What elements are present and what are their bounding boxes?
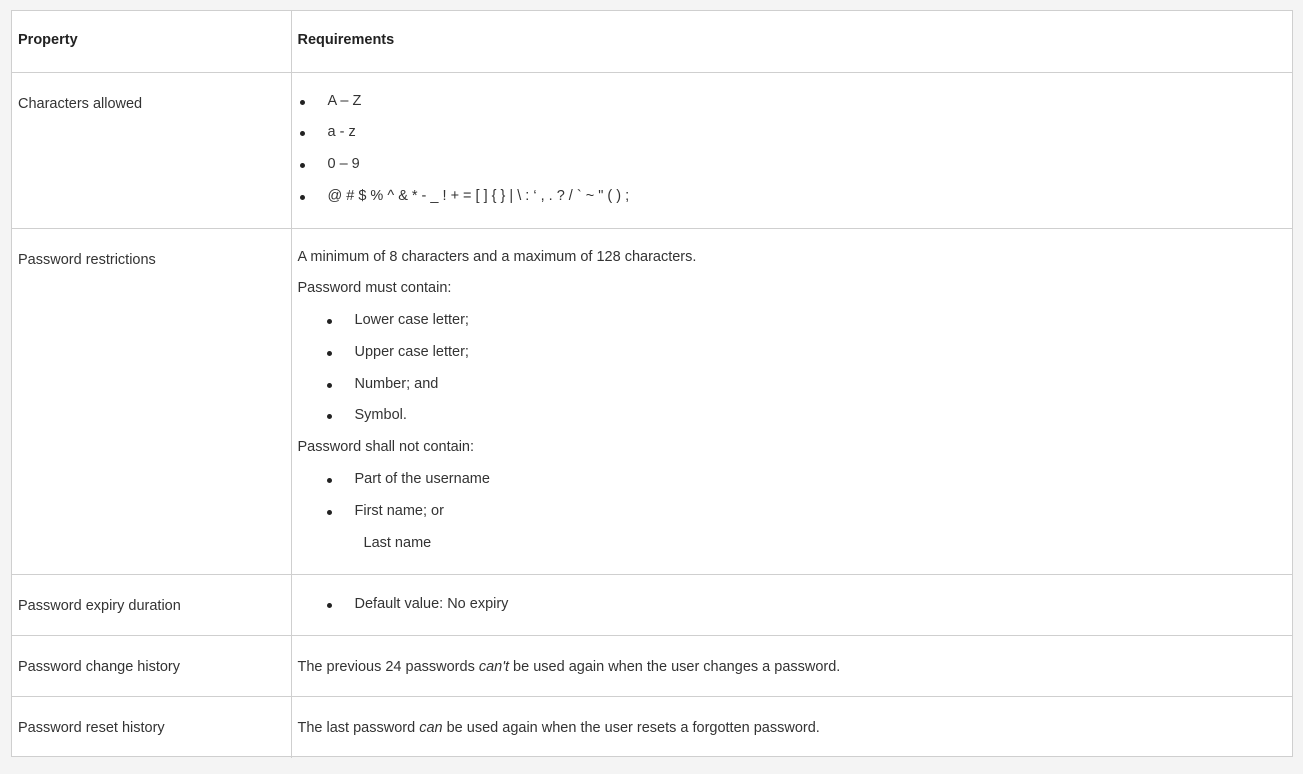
change-history-text bbox=[291, 635, 1292, 696]
password-policy-table bbox=[11, 10, 1293, 757]
list-item: 0 – 9 bbox=[298, 149, 1287, 181]
list-item: Upper case letter; bbox=[298, 337, 1287, 369]
table-row bbox=[12, 72, 1292, 228]
row-label-expiry: Password expiry duration bbox=[12, 574, 291, 635]
list-item-continuation: Last name bbox=[363, 534, 432, 551]
table-row bbox=[12, 635, 1292, 696]
table-row bbox=[12, 228, 1292, 574]
list-item: Default value: No expiry bbox=[298, 589, 1287, 621]
characters-requirements bbox=[291, 72, 1292, 228]
expiry-requirements bbox=[291, 574, 1292, 635]
header-property: Property bbox=[12, 11, 291, 72]
table-header-row bbox=[12, 11, 1292, 72]
list-item: Part of the username bbox=[298, 464, 1287, 496]
row-label-change-history: Password change history bbox=[12, 635, 291, 696]
reset-text-post: be used again when the user resets a forgotten password. bbox=[442, 719, 820, 736]
change-text-post: be used again when the user changes a password. bbox=[509, 658, 841, 675]
reset-text-emphasis: can bbox=[419, 719, 443, 736]
policy-table bbox=[12, 11, 1292, 758]
reset-history-text bbox=[291, 696, 1292, 758]
table-row bbox=[12, 696, 1292, 758]
list-item: @ # $ % ^ & * - _ ! + = [ ] { } | \ : ‘ , . ? / ` ~ " ( ) ; bbox=[298, 181, 1287, 213]
list-item: Number; and bbox=[298, 369, 1287, 401]
row-label-characters: Characters allowed bbox=[12, 72, 291, 228]
list-item: Lower case letter; bbox=[298, 305, 1287, 337]
list-item: A – Z bbox=[298, 86, 1287, 118]
row-label-reset-history: Password reset history bbox=[12, 696, 291, 758]
table-row bbox=[12, 574, 1292, 635]
reset-text-pre: The last password bbox=[297, 719, 420, 736]
change-text-emphasis: can't bbox=[478, 658, 510, 675]
must-contain-heading: Password must contain: bbox=[297, 280, 452, 297]
change-text-pre: The previous 24 passwords bbox=[297, 658, 479, 675]
restrictions-requirements bbox=[291, 228, 1292, 574]
list-item: a - z bbox=[298, 117, 1287, 149]
restrictions-intro: A minimum of 8 characters and a maximum of 128 characters. bbox=[297, 248, 697, 265]
list-item: First name; or bbox=[298, 496, 1287, 528]
not-contain-heading: Password shall not contain: bbox=[297, 439, 475, 456]
header-requirements: Requirements bbox=[291, 11, 1292, 72]
row-label-restrictions: Password restrictions bbox=[12, 228, 291, 574]
list-item: Symbol. bbox=[298, 400, 1287, 432]
